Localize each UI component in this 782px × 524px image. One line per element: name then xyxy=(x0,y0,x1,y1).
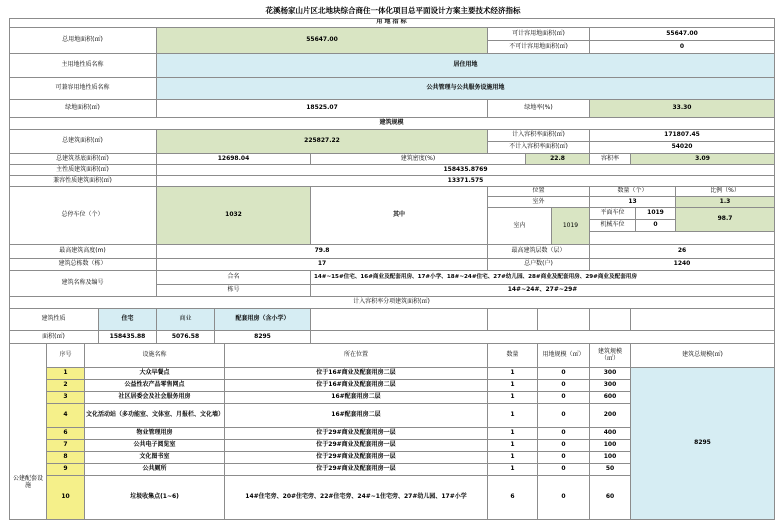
facility-build-cell[interactable]: 200 xyxy=(590,404,631,428)
building-count-value[interactable]: 17 xyxy=(157,259,488,271)
col-no-header: 序号 xyxy=(47,344,85,368)
facility-qty-cell[interactable]: 1 xyxy=(488,392,538,404)
parking-flat-label: 平面车位 xyxy=(590,208,636,220)
facility-build-cell[interactable]: 300 xyxy=(590,380,631,392)
facility-build-cell[interactable]: 400 xyxy=(590,428,631,440)
facility-location-cell[interactable]: 位于16#商业及配套用房二层 xyxy=(225,368,488,380)
main-building-area-label: 主性质建筑面积(㎡) xyxy=(9,165,157,176)
facility-location-cell[interactable]: 位于16#商业及配套用房二层 xyxy=(225,380,488,392)
non-far-area-label: 不计入容积率面积(㎡) xyxy=(488,142,590,154)
facility-name-cell[interactable]: 公益性农产品零售网点 xyxy=(85,380,225,392)
land-calc-value[interactable]: 55647.00 xyxy=(590,28,775,41)
compat-nature-label: 可兼容用地性质名称 xyxy=(9,78,157,100)
facility-qty-cell[interactable]: 1 xyxy=(488,368,538,380)
facility-no-cell: 7 xyxy=(47,440,85,452)
support-value[interactable]: 8295 xyxy=(215,331,311,344)
building-names-label: 建筑名称及编号 xyxy=(9,271,157,297)
parking-col-count: 数量（个） xyxy=(590,187,676,197)
facility-land-cell[interactable]: 0 xyxy=(538,440,590,452)
facility-build-cell[interactable]: 300 xyxy=(590,368,631,380)
building-header: 建筑规模 xyxy=(9,118,775,130)
compat-building-area-label: 兼容性质建筑面积(㎡) xyxy=(9,176,157,187)
main-nature-value[interactable]: 居住用地 xyxy=(157,54,775,78)
facility-no-cell: 4 xyxy=(47,404,85,428)
col-build-header: 建筑规模（㎡） xyxy=(590,344,631,368)
facility-land-cell[interactable]: 0 xyxy=(538,464,590,476)
empty-cell xyxy=(311,309,488,331)
area-label: 面积(㎡) xyxy=(9,331,99,344)
far-label: 容积率 xyxy=(590,154,631,165)
total-building-area-value[interactable]: 225827.22 xyxy=(157,130,488,154)
facility-name-cell[interactable]: 大众早餐点 xyxy=(85,368,225,380)
col-total-header: 建筑总规模(㎡) xyxy=(631,344,775,368)
facility-no-cell: 6 xyxy=(47,428,85,440)
facility-name-cell[interactable]: 社区居委会及社会服务用房 xyxy=(85,392,225,404)
support-label: 配套用房（含小学） xyxy=(215,309,311,331)
facilities-group-text: 公建配套设施 xyxy=(12,475,43,489)
density-value[interactable]: 22.8 xyxy=(526,154,590,165)
facility-name-cell[interactable]: 文化图书室 xyxy=(85,452,225,464)
parking-of-which: 其中 xyxy=(311,187,488,245)
green-area-label: 绿地面积(㎡) xyxy=(9,100,157,118)
facility-location-cell[interactable]: 位于29#商业及配套用房一层 xyxy=(225,464,488,476)
facility-land-cell[interactable]: 0 xyxy=(538,392,590,404)
empty-cell xyxy=(538,309,590,331)
facility-build-cell[interactable]: 600 xyxy=(590,392,631,404)
land-total-label: 总用地面积(㎡) xyxy=(9,28,157,54)
commercial-value[interactable]: 5076.58 xyxy=(157,331,215,344)
max-height-value[interactable]: 79.8 xyxy=(157,245,488,259)
facility-qty-cell[interactable]: 1 xyxy=(488,404,538,428)
green-rate-label: 绿地率(%) xyxy=(488,100,590,118)
parking-label: 总停车位（个） xyxy=(9,187,157,245)
facility-name-cell[interactable]: 物业管理用房 xyxy=(85,428,225,440)
facility-qty-cell[interactable]: 1 xyxy=(488,440,538,452)
parking-blank xyxy=(590,232,775,245)
facility-location-cell[interactable]: 14#住宅旁、20#住宅旁、22#住宅旁、24#~1住宅旁、27#幼儿园、17#小学 xyxy=(225,476,488,520)
sheet-title: 花溪杨家山片区北地块综合商住一体化项目总平面设计方案主要技术经济指标 xyxy=(265,6,521,15)
facility-no-cell: 2 xyxy=(47,380,85,392)
facility-name-cell[interactable]: 垃圾收集点(1~6) xyxy=(85,476,225,520)
residential-label: 住宅 xyxy=(99,309,157,331)
far-area-value[interactable]: 171807.45 xyxy=(590,130,775,142)
facility-build-cell[interactable]: 60 xyxy=(590,476,631,520)
compat-nature-value[interactable]: 公共管理与公共服务设施用地 xyxy=(157,78,775,100)
facility-location-cell[interactable]: 位于29#商业及配套用房一层 xyxy=(225,440,488,452)
base-area-label: 总建筑基底面积(㎡) xyxy=(9,154,157,165)
facility-location-cell[interactable]: 16#配套用房二层 xyxy=(225,392,488,404)
facility-name-cell[interactable]: 文化活动站（多功能室、文体室、月报栏、文化墙） xyxy=(85,404,225,428)
parking-indoor-count[interactable]: 1019 xyxy=(552,208,590,245)
residential-value[interactable]: 158435.88 xyxy=(99,331,157,344)
households-value[interactable]: 1240 xyxy=(590,259,775,271)
max-floors-label: 最高建筑层数（层） xyxy=(488,245,590,259)
total-building-area-label: 总建筑面积(㎡) xyxy=(9,130,157,154)
col-name-header: 设施名称 xyxy=(85,344,225,368)
facility-name-cell[interactable]: 公共厕所 xyxy=(85,464,225,476)
parking-indoor-label: 室内 xyxy=(488,208,552,245)
parking-outdoor-count[interactable]: 13 xyxy=(590,197,676,208)
facility-qty-cell[interactable]: 1 xyxy=(488,464,538,476)
facility-qty-cell[interactable]: 1 xyxy=(488,452,538,464)
parking-mech-label: 机械车位 xyxy=(590,220,636,232)
parking-outdoor-ratio[interactable]: 1.3 xyxy=(676,197,775,208)
facility-build-cell[interactable]: 50 xyxy=(590,464,631,476)
facility-location-cell[interactable]: 位于29#商业及配套用房一层 xyxy=(225,452,488,464)
separate-names-label: 栋号 xyxy=(157,285,311,297)
facility-location-cell[interactable]: 16#配套用房二层 xyxy=(225,404,488,428)
parking-total-value[interactable]: 1032 xyxy=(157,187,311,245)
non-far-area-value[interactable]: 54020 xyxy=(590,142,775,154)
land-calc-label: 可计容用地面积(㎡) xyxy=(488,28,590,41)
col-land-header: 用地规模（㎡） xyxy=(538,344,590,368)
facility-name-cell[interactable]: 公共电子阅览室 xyxy=(85,440,225,452)
facilities-total-value[interactable]: 8295 xyxy=(631,368,775,520)
commercial-label: 商业 xyxy=(157,309,215,331)
facility-land-cell[interactable]: 0 xyxy=(538,380,590,392)
parking-col-ratio: 比例（%） xyxy=(676,187,775,197)
land-header: 用 地 指 标 xyxy=(9,18,775,28)
base-area-value[interactable]: 12698.04 xyxy=(157,154,311,165)
empty-cell xyxy=(488,309,538,331)
facility-land-cell[interactable]: 0 xyxy=(538,404,590,428)
separate-names-value[interactable]: 14#~24#、27#~29# xyxy=(311,285,775,297)
col-location-header: 所在位置 xyxy=(225,344,488,368)
parking-col-position: 位置 xyxy=(488,187,590,197)
facility-land-cell[interactable]: 0 xyxy=(538,368,590,380)
facility-no-cell: 3 xyxy=(47,392,85,404)
facility-land-cell[interactable]: 0 xyxy=(538,428,590,440)
land-total-value[interactable]: 55647.00 xyxy=(157,28,488,54)
main-nature-label: 主用地性质名称 xyxy=(9,54,157,78)
max-floors-value[interactable]: 26 xyxy=(590,245,775,259)
facility-build-cell[interactable]: 100 xyxy=(590,440,631,452)
facility-no-cell: 1 xyxy=(47,368,85,380)
max-height-label: 最高建筑高度(m) xyxy=(9,245,157,259)
parking-flat-ratio[interactable]: 98.7 xyxy=(676,208,775,232)
main-building-area-value[interactable]: 158435.8769 xyxy=(157,165,775,176)
facility-location-cell[interactable]: 位于29#商业及配套用房一层 xyxy=(225,428,488,440)
building-count-label: 建筑总栋数（栋） xyxy=(9,259,157,271)
green-rate-value[interactable]: 33.30 xyxy=(590,100,775,118)
far-value[interactable]: 3.09 xyxy=(631,154,775,165)
facility-qty-cell[interactable]: 6 xyxy=(488,476,538,520)
facility-no-cell: 9 xyxy=(47,464,85,476)
empty-cell xyxy=(631,309,775,331)
facility-build-cell[interactable]: 100 xyxy=(590,452,631,464)
col-qty-header: 数量 xyxy=(488,344,538,368)
households-label: 总户数(户) xyxy=(488,259,590,271)
facility-qty-cell[interactable]: 1 xyxy=(488,428,538,440)
green-area-value[interactable]: 18525.07 xyxy=(157,100,488,118)
parking-outdoor-label: 室外 xyxy=(488,197,590,208)
empty-cell xyxy=(590,309,631,331)
parking-flat-count[interactable]: 1019 xyxy=(636,208,676,220)
density-label: 建筑密度(%) xyxy=(311,154,526,165)
land-noncalc-value[interactable]: 0 xyxy=(590,41,775,54)
combined-names-value[interactable]: 14#~15#住宅、16#商业及配套用房、17#小学、18#~24#住宅、27#幼儿园、28#商业及配套用房、29#商业及配套用房 xyxy=(311,271,775,285)
parking-mech-count[interactable]: 0 xyxy=(636,220,676,232)
facility-land-cell[interactable]: 0 xyxy=(538,452,590,464)
facilities-group-label xyxy=(9,344,47,520)
combined-names-label: 合名 xyxy=(157,271,311,285)
facility-no-cell: 10 xyxy=(47,476,85,520)
nature-label: 建筑性质 xyxy=(9,309,99,331)
facility-qty-cell[interactable]: 1 xyxy=(488,380,538,392)
far-area-label: 计入容积率面积(㎡) xyxy=(488,130,590,142)
compat-building-area-value[interactable]: 13371.575 xyxy=(157,176,775,187)
land-noncalc-label: 不可计容用地面积(㎡) xyxy=(488,41,590,54)
facility-land-cell[interactable]: 0 xyxy=(538,476,590,520)
facility-no-cell: 8 xyxy=(47,452,85,464)
far-split-header: 计入容积率分项建筑面积(㎡) xyxy=(9,297,775,309)
empty-cell xyxy=(311,331,775,344)
